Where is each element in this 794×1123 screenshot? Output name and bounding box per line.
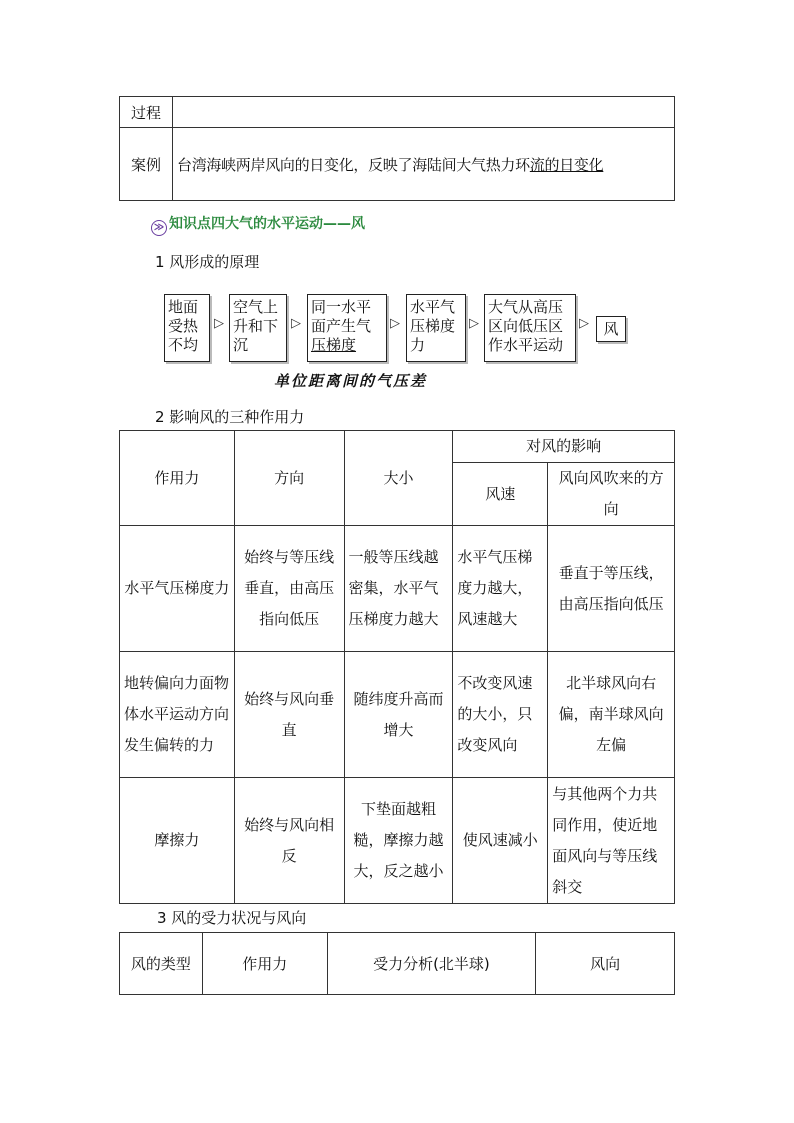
force-speed: 水平气压梯度力越大，风速越大 bbox=[453, 526, 548, 652]
section-heading bbox=[151, 213, 365, 236]
item-2-heading: 2 影响风的三种作用力 bbox=[155, 408, 305, 426]
force-magnitude: 随纬度升高而增大 bbox=[344, 652, 453, 778]
arrow-icon: ▷ bbox=[469, 316, 479, 331]
force-name: 摩擦力 bbox=[120, 778, 235, 904]
wind-type-table bbox=[119, 932, 675, 995]
header-direction: 方向 bbox=[234, 431, 344, 526]
flow-caption: 单位距离间的气压差 bbox=[274, 372, 428, 390]
flow-step-6: 风 bbox=[596, 316, 626, 342]
table-row bbox=[120, 652, 675, 778]
arrow-icon: ▷ bbox=[214, 316, 224, 331]
table-row bbox=[120, 778, 675, 904]
flow-step-1: 地面 受热 不均 bbox=[164, 294, 210, 362]
header-wind-force: 作用力 bbox=[202, 933, 327, 995]
wind-formation-flow bbox=[164, 290, 634, 390]
header-wind-dir: 风向 bbox=[536, 933, 675, 995]
force-speed: 不改变风速的大小，只改变风向 bbox=[453, 652, 548, 778]
force-magnitude: 一般等压线越密集，水平气压梯度力越大 bbox=[344, 526, 453, 652]
header-force: 作用力 bbox=[120, 431, 235, 526]
arrow-icon: ▷ bbox=[291, 316, 301, 331]
flow-step-3: 同一水平 面产生气 压梯度 bbox=[307, 294, 387, 362]
item-1-heading: 1 风形成的原理 bbox=[155, 253, 260, 271]
case-cell bbox=[173, 128, 675, 201]
force-wind-direction: 垂直于等压线，由高压指向低压 bbox=[548, 526, 675, 652]
header-force-analysis: 受力分析(北半球) bbox=[327, 933, 536, 995]
force-speed: 使风速减小 bbox=[453, 778, 548, 904]
case-label: 案例 bbox=[120, 128, 173, 201]
force-direction: 始终与风向垂直 bbox=[234, 652, 344, 778]
header-speed: 风速 bbox=[453, 463, 548, 526]
arrow-icon: ▷ bbox=[390, 316, 400, 331]
case-text-underlined: 流的日变化 bbox=[529, 155, 604, 174]
flow-step-4: 水平气 压梯度 力 bbox=[406, 294, 466, 362]
case-text: 台湾海峡两岸风向的日变化，反映了海陆间大气热力环 bbox=[177, 155, 530, 174]
force-wind-direction: 与其他两个力共同作用，使近地面风向与等压线斜交 bbox=[548, 778, 675, 904]
header-wind-direction: 风向风吹来的方向 bbox=[548, 463, 675, 526]
force-direction: 始终与风向相反 bbox=[234, 778, 344, 904]
header-wind-type: 风的类型 bbox=[120, 933, 203, 995]
header-effect: 对风的影响 bbox=[453, 431, 675, 463]
force-name: 水平气压梯度力 bbox=[120, 526, 235, 652]
table-row bbox=[120, 526, 675, 652]
force-direction: 始终与等压线垂直，由高压指向低压 bbox=[234, 526, 344, 652]
section-title: 知识点四大气的水平运动——风 bbox=[169, 216, 365, 232]
force-wind-direction: 北半球风向右偏，南半球风向左偏 bbox=[548, 652, 675, 778]
flow-step-5: 大气从高压 区向低压区 作水平运动 bbox=[484, 294, 576, 362]
force-name: 地转偏向力面物体水平运动方向发生偏转的力 bbox=[120, 652, 235, 778]
forces-table bbox=[119, 430, 675, 904]
header-magnitude: 大小 bbox=[344, 431, 453, 526]
item-3-heading: 3 风的受力状况与风向 bbox=[157, 909, 307, 927]
force-magnitude: 下垫面越粗糙，摩擦力越大，反之越小 bbox=[344, 778, 453, 904]
flow-step-2: 空气上 升和下 沉 bbox=[229, 294, 287, 362]
process-case-table bbox=[119, 96, 675, 201]
process-cell bbox=[173, 97, 675, 128]
process-label: 过程 bbox=[120, 97, 173, 128]
arrow-icon: ▷ bbox=[579, 316, 589, 331]
bullet-icon: ≫ bbox=[151, 220, 167, 236]
